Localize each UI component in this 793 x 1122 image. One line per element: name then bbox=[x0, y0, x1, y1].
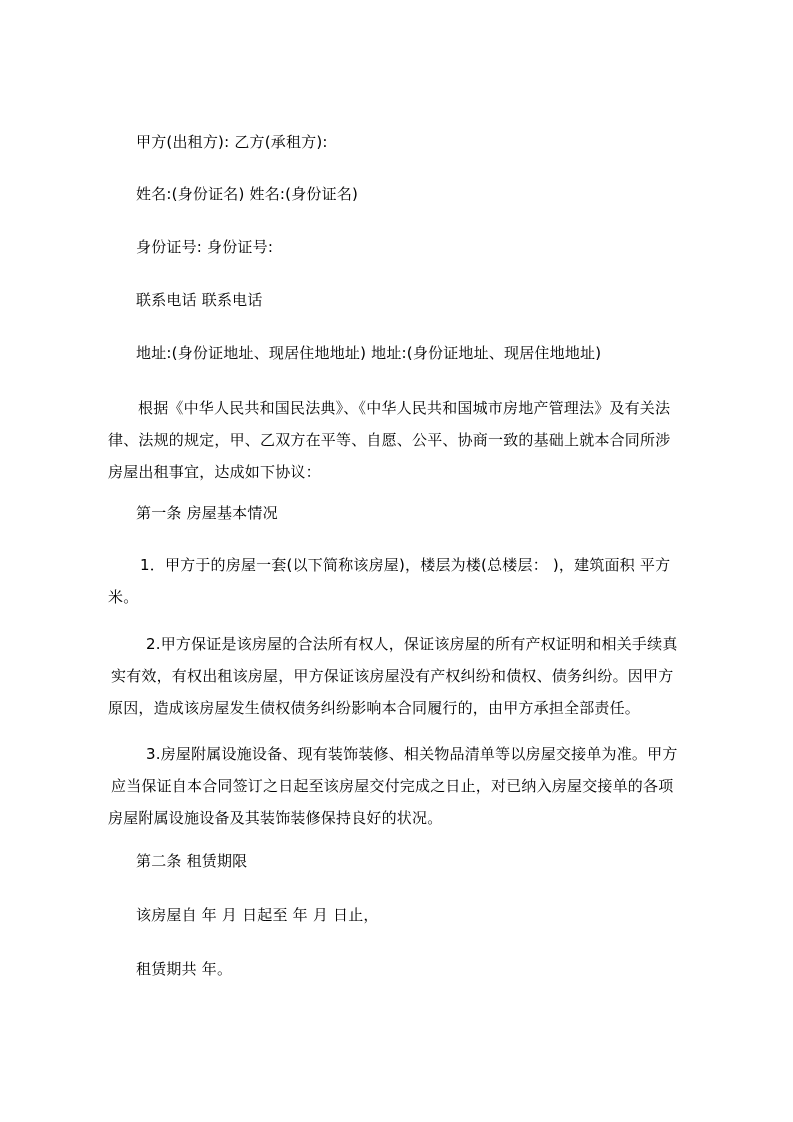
name-line: 姓名:(身份证名) 姓名:(身份证名) bbox=[136, 185, 359, 203]
phone-line: 联系电话 联系电话 bbox=[136, 291, 263, 309]
clause-line: 应当保证自本合同签订之日起至该房屋交付完成之日止，对已纳入房屋交接单的各项 bbox=[111, 777, 674, 795]
article1-clause2 bbox=[108, 628, 678, 724]
party-header: 甲方(出租方): 乙方(承租方): bbox=[136, 133, 328, 151]
preamble-line: 房屋出租事宜，达成如下协议： bbox=[108, 463, 321, 481]
lease-total-line: 租赁期共 年。 bbox=[136, 960, 233, 978]
clause-line: 1．甲方于的房屋一套(以下简称该房屋)，楼层为楼(总楼层： )，建筑面积 平方 bbox=[140, 556, 671, 574]
clause-line: 3.房屋附属设施设备、现有装饰装修、相关物品清单等以房屋交接单为准。甲方 bbox=[146, 745, 678, 763]
preamble-paragraph bbox=[108, 392, 670, 488]
article2-title: 第二条 租赁期限 bbox=[136, 852, 248, 870]
clause-line: 米。 bbox=[108, 588, 139, 606]
address-line: 地址:(身份证地址、现居住地地址) 地址:(身份证地址、现居住地地址) bbox=[136, 344, 602, 362]
id-number-line: 身份证号: 身份证号: bbox=[136, 238, 274, 256]
article1-clause3 bbox=[108, 738, 678, 834]
preamble-line: 律、法规的规定，甲、乙双方在平等、自愿、公平、协商一致的基础上就本合同所涉 bbox=[108, 431, 671, 449]
article1-title: 第一条 房屋基本情况 bbox=[136, 504, 278, 522]
clause-line: 房屋附属设施设备及其装饰装修保持良好的状况。 bbox=[108, 809, 443, 827]
preamble-line: 根据《中华人民共和国民法典》、《中华人民共和国城市房地产管理法》及有关法 bbox=[138, 399, 671, 417]
clause-line: 实有效，有权出租该房屋，甲方保证该房屋没有产权纠纷和债权、债务纠纷。因甲方 bbox=[111, 667, 674, 685]
clause-line: 原因，造成该房屋发生债权债务纠纷影响本合同履行的，由甲方承担全部责任。 bbox=[108, 699, 641, 717]
lease-period-line: 该房屋自 年 月 日起至 年 月 日止， bbox=[136, 906, 379, 924]
article1-clause1 bbox=[108, 549, 670, 613]
clause-line: 2.甲方保证是该房屋的合法所有权人，保证该房屋的所有产权证明和相关手续真 bbox=[146, 635, 678, 653]
